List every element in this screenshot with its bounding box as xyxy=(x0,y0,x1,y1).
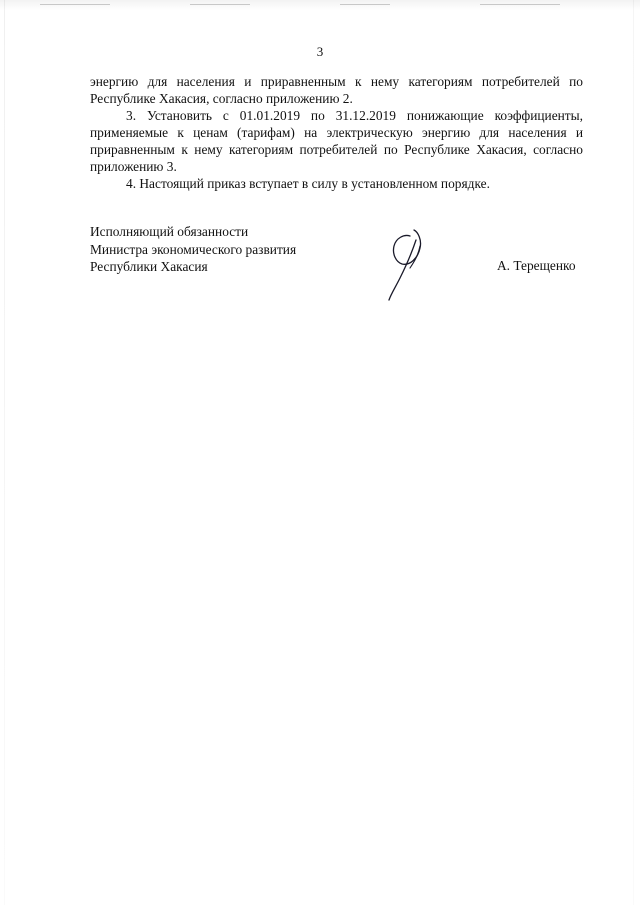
scan-mark xyxy=(480,4,560,5)
signatory-position xyxy=(90,223,296,276)
paragraph-4: 4. Настоящий приказ вступает в силу в установленном порядке. xyxy=(126,176,490,191)
position-line-3: Республики Хакасия xyxy=(90,259,208,274)
paragraph-3: 3. Установить с 01.01.2019 по 31.12.2019 понижающие коэффициенты, применяемые к ценам (тарифам) на электрическую энергию для населения и приравненным к нему категориям потребителей по Республике Хакасия, согласно приложению 3. xyxy=(90,108,583,174)
paragraph-continuation: энергию для населения и приравненным к нему категориям потребителей по Республике Хакасия, согласно приложению 2. xyxy=(90,74,583,106)
scan-edge-right xyxy=(633,0,634,905)
handwritten-signature xyxy=(380,222,440,302)
scan-mark xyxy=(190,4,250,5)
position-line-1: Исполняющий обязанности xyxy=(90,224,249,239)
scan-mark xyxy=(340,4,390,5)
scan-edge-left xyxy=(4,0,5,905)
scan-mark xyxy=(40,4,110,5)
scan-edge-top xyxy=(0,0,640,10)
document-body xyxy=(90,73,583,192)
page-number: 3 xyxy=(316,44,324,59)
signer-name: А. Терещенко xyxy=(497,258,576,273)
position-line-2: Министра экономического развития xyxy=(90,241,297,257)
